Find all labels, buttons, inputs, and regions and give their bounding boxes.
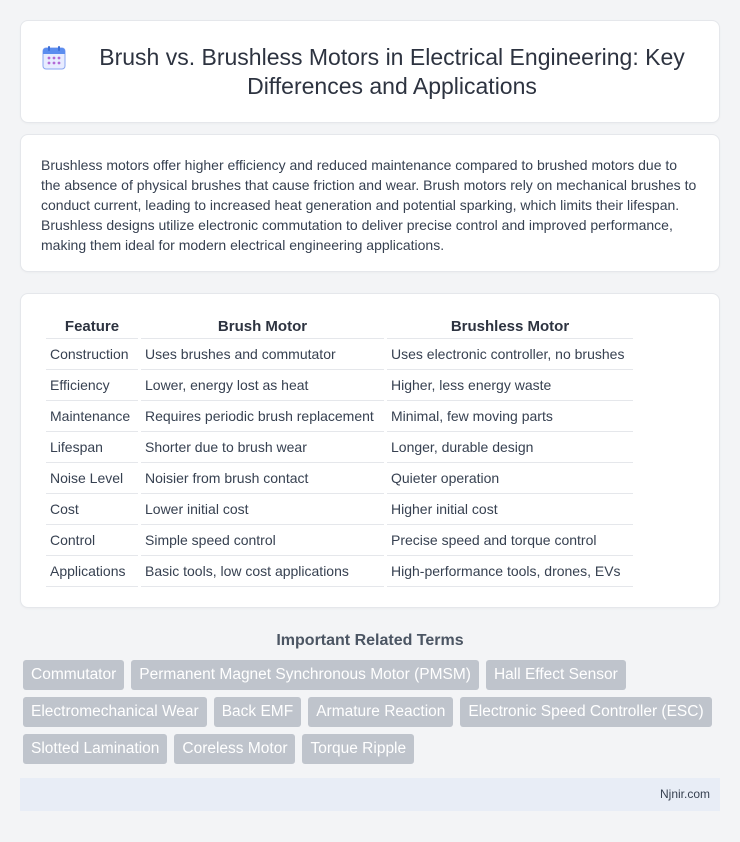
brushless-cell: Higher, less energy waste — [387, 370, 633, 401]
tag-pmsm[interactable]: Permanent Magnet Synchronous Motor (PMSM) — [131, 660, 479, 690]
table-row — [46, 525, 633, 556]
calendar-icon — [41, 45, 67, 71]
table-row — [46, 556, 633, 587]
brush-cell: Lower initial cost — [141, 494, 384, 525]
page-title: Brush vs. Brushless Motors in Electrical Engineering: Key Differences and Applications — [99, 43, 685, 99]
brush-cell: Requires periodic brush replacement — [141, 401, 384, 432]
footer — [20, 778, 720, 811]
header-feature: Feature — [46, 312, 138, 339]
feature-cell: Applications — [46, 556, 138, 587]
table-row — [46, 370, 633, 401]
brush-cell: Shorter due to brush wear — [141, 432, 384, 463]
related-terms-heading: Important Related Terms — [276, 632, 464, 649]
feature-cell: Control — [46, 525, 138, 556]
tag-electromechanical-wear[interactable]: Electromechanical Wear — [23, 697, 207, 727]
summary-card — [20, 134, 720, 272]
table-header-row — [46, 312, 633, 339]
feature-cell: Noise Level — [46, 463, 138, 494]
tag-hall-effect-sensor[interactable]: Hall Effect Sensor — [486, 660, 626, 690]
brush-cell: Simple speed control — [141, 525, 384, 556]
brush-cell: Uses brushes and commutator — [141, 339, 384, 370]
title-wrap — [41, 43, 699, 101]
table-row — [46, 401, 633, 432]
header-brushless-motor: Brushless Motor — [387, 312, 633, 339]
footer-site[interactable]: Njnir.com — [659, 787, 710, 801]
table-row — [46, 463, 633, 494]
brushless-cell: Longer, durable design — [387, 432, 633, 463]
comparison-card — [20, 293, 720, 608]
header-brush-motor: Brush Motor — [141, 312, 384, 339]
feature-cell: Maintenance — [46, 401, 138, 432]
tag-commutator[interactable]: Commutator — [23, 660, 124, 690]
title-card — [20, 20, 720, 123]
brushless-cell: Higher initial cost — [387, 494, 633, 525]
related-terms-list — [20, 660, 720, 771]
tag-torque-ripple[interactable]: Torque Ripple — [302, 734, 414, 764]
tag-coreless-motor[interactable]: Coreless Motor — [174, 734, 295, 764]
table-row — [46, 432, 633, 463]
brushless-cell: Minimal, few moving parts — [387, 401, 633, 432]
brushless-cell: Uses electronic controller, no brushes — [387, 339, 633, 370]
tag-back-emf[interactable]: Back EMF — [214, 697, 301, 727]
brush-cell: Noisier from brush contact — [141, 463, 384, 494]
summary-text: Brushless motors offer higher efficiency and reduced maintenance compared to brushed motors due to the absence of physical brushes that cause friction and wear. Brush motors rely on mechanical brushes to conduct current, leading to increased heat generation and potential sparking, which limits their lifespan. Brushless designs utilize electronic commutation to deliver precise control and improved performance, making them ideal for modern electrical engineering applications. — [41, 157, 697, 253]
brush-cell: Basic tools, low cost applications — [141, 556, 384, 587]
table-row — [46, 494, 633, 525]
brushless-cell: Quieter operation — [387, 463, 633, 494]
tag-esc[interactable]: Electronic Speed Controller (ESC) — [460, 697, 711, 727]
brush-cell: Lower, energy lost as heat — [141, 370, 384, 401]
feature-cell: Lifespan — [46, 432, 138, 463]
tag-slotted-lamination[interactable]: Slotted Lamination — [23, 734, 167, 764]
brushless-cell: High-performance tools, drones, EVs — [387, 556, 633, 587]
table-row — [46, 339, 633, 370]
feature-cell: Cost — [46, 494, 138, 525]
comparison-table — [43, 312, 636, 587]
tag-armature-reaction[interactable]: Armature Reaction — [308, 697, 453, 727]
feature-cell: Construction — [46, 339, 138, 370]
feature-cell: Efficiency — [46, 370, 138, 401]
brushless-cell: Precise speed and torque control — [387, 525, 633, 556]
